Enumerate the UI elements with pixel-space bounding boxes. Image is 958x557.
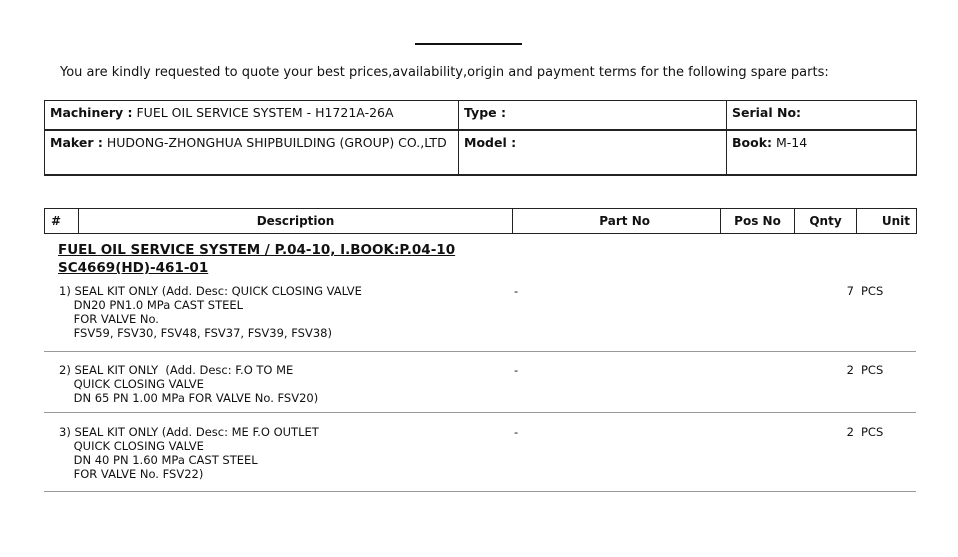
group-title-line2: SC4669(HD)-461-01: [58, 260, 209, 276]
row-divider: [44, 351, 916, 352]
item-description: 2) SEAL KIT ONLY (Add. Desc: F.O TO ME QUICK CLOSING VALVE DN 65 PN 1.00 MPa FOR VALVE No. FSV20): [59, 363, 319, 405]
item-unit: PCS: [861, 363, 884, 377]
parts-table-header: [44, 208, 917, 234]
machinery-label: Machinery :: [50, 105, 133, 120]
item-part-no: -: [514, 284, 519, 298]
item-part-no: -: [514, 425, 519, 439]
intro-text: You are kindly requested to quote your best prices,availability,origin and payment terms for the following spare parts:: [60, 65, 829, 80]
book-cell: [727, 130, 917, 175]
col-header-unit: Unit: [857, 209, 917, 234]
book-value: M-14: [772, 135, 808, 150]
item-unit: PCS: [861, 425, 884, 439]
serial-label: Serial No:: [732, 105, 802, 120]
item-unit: PCS: [861, 284, 884, 298]
maker-cell: [45, 130, 459, 175]
machinery-info-table: [44, 100, 917, 176]
model-cell: [459, 130, 727, 175]
serial-cell: [727, 101, 917, 131]
item-description: 1) SEAL KIT ONLY (Add. Desc: QUICK CLOSING VALVE DN20 PN1.0 MPa CAST STEEL FOR VALVE No. FSV59, FSV30, FSV48, FSV37, FSV39, FSV38): [59, 284, 362, 340]
group-title-line1: FUEL OIL SERVICE SYSTEM / P.04-10, I.BOOK:P.04-10: [58, 242, 456, 258]
col-header-hash: #: [45, 209, 79, 234]
item-qnty: 2: [846, 363, 854, 377]
item-description: 3) SEAL KIT ONLY (Add. Desc: ME F.O OUTLET QUICK CLOSING VALVE DN 40 PN 1.60 MPa CAST STEEL FOR VALVE No. FSV22): [59, 425, 319, 481]
col-header-part-no: Part No: [513, 209, 721, 234]
item-part-no: -: [514, 363, 519, 377]
type-cell: [459, 101, 727, 131]
row-divider: [44, 491, 916, 492]
machinery-cell: [45, 101, 459, 131]
item-qnty: 7: [846, 284, 854, 298]
header-rule: [415, 43, 522, 45]
model-label: Model :: [464, 135, 517, 150]
maker-value: HUDONG-ZHONGHUA SHIPBUILDING (GROUP) CO.,LTD: [102, 135, 447, 150]
col-header-pos-no: Pos No: [721, 209, 795, 234]
machinery-value: FUEL OIL SERVICE SYSTEM - H1721A-26A: [132, 105, 394, 120]
maker-label: Maker :: [50, 135, 103, 150]
row-divider: [44, 412, 916, 413]
item-qnty: 2: [846, 425, 854, 439]
col-header-qnty: Qnty: [795, 209, 857, 234]
book-label: Book:: [732, 135, 773, 150]
type-label: Type :: [464, 105, 506, 120]
col-header-description: Description: [79, 209, 513, 234]
group-title: [58, 241, 455, 277]
